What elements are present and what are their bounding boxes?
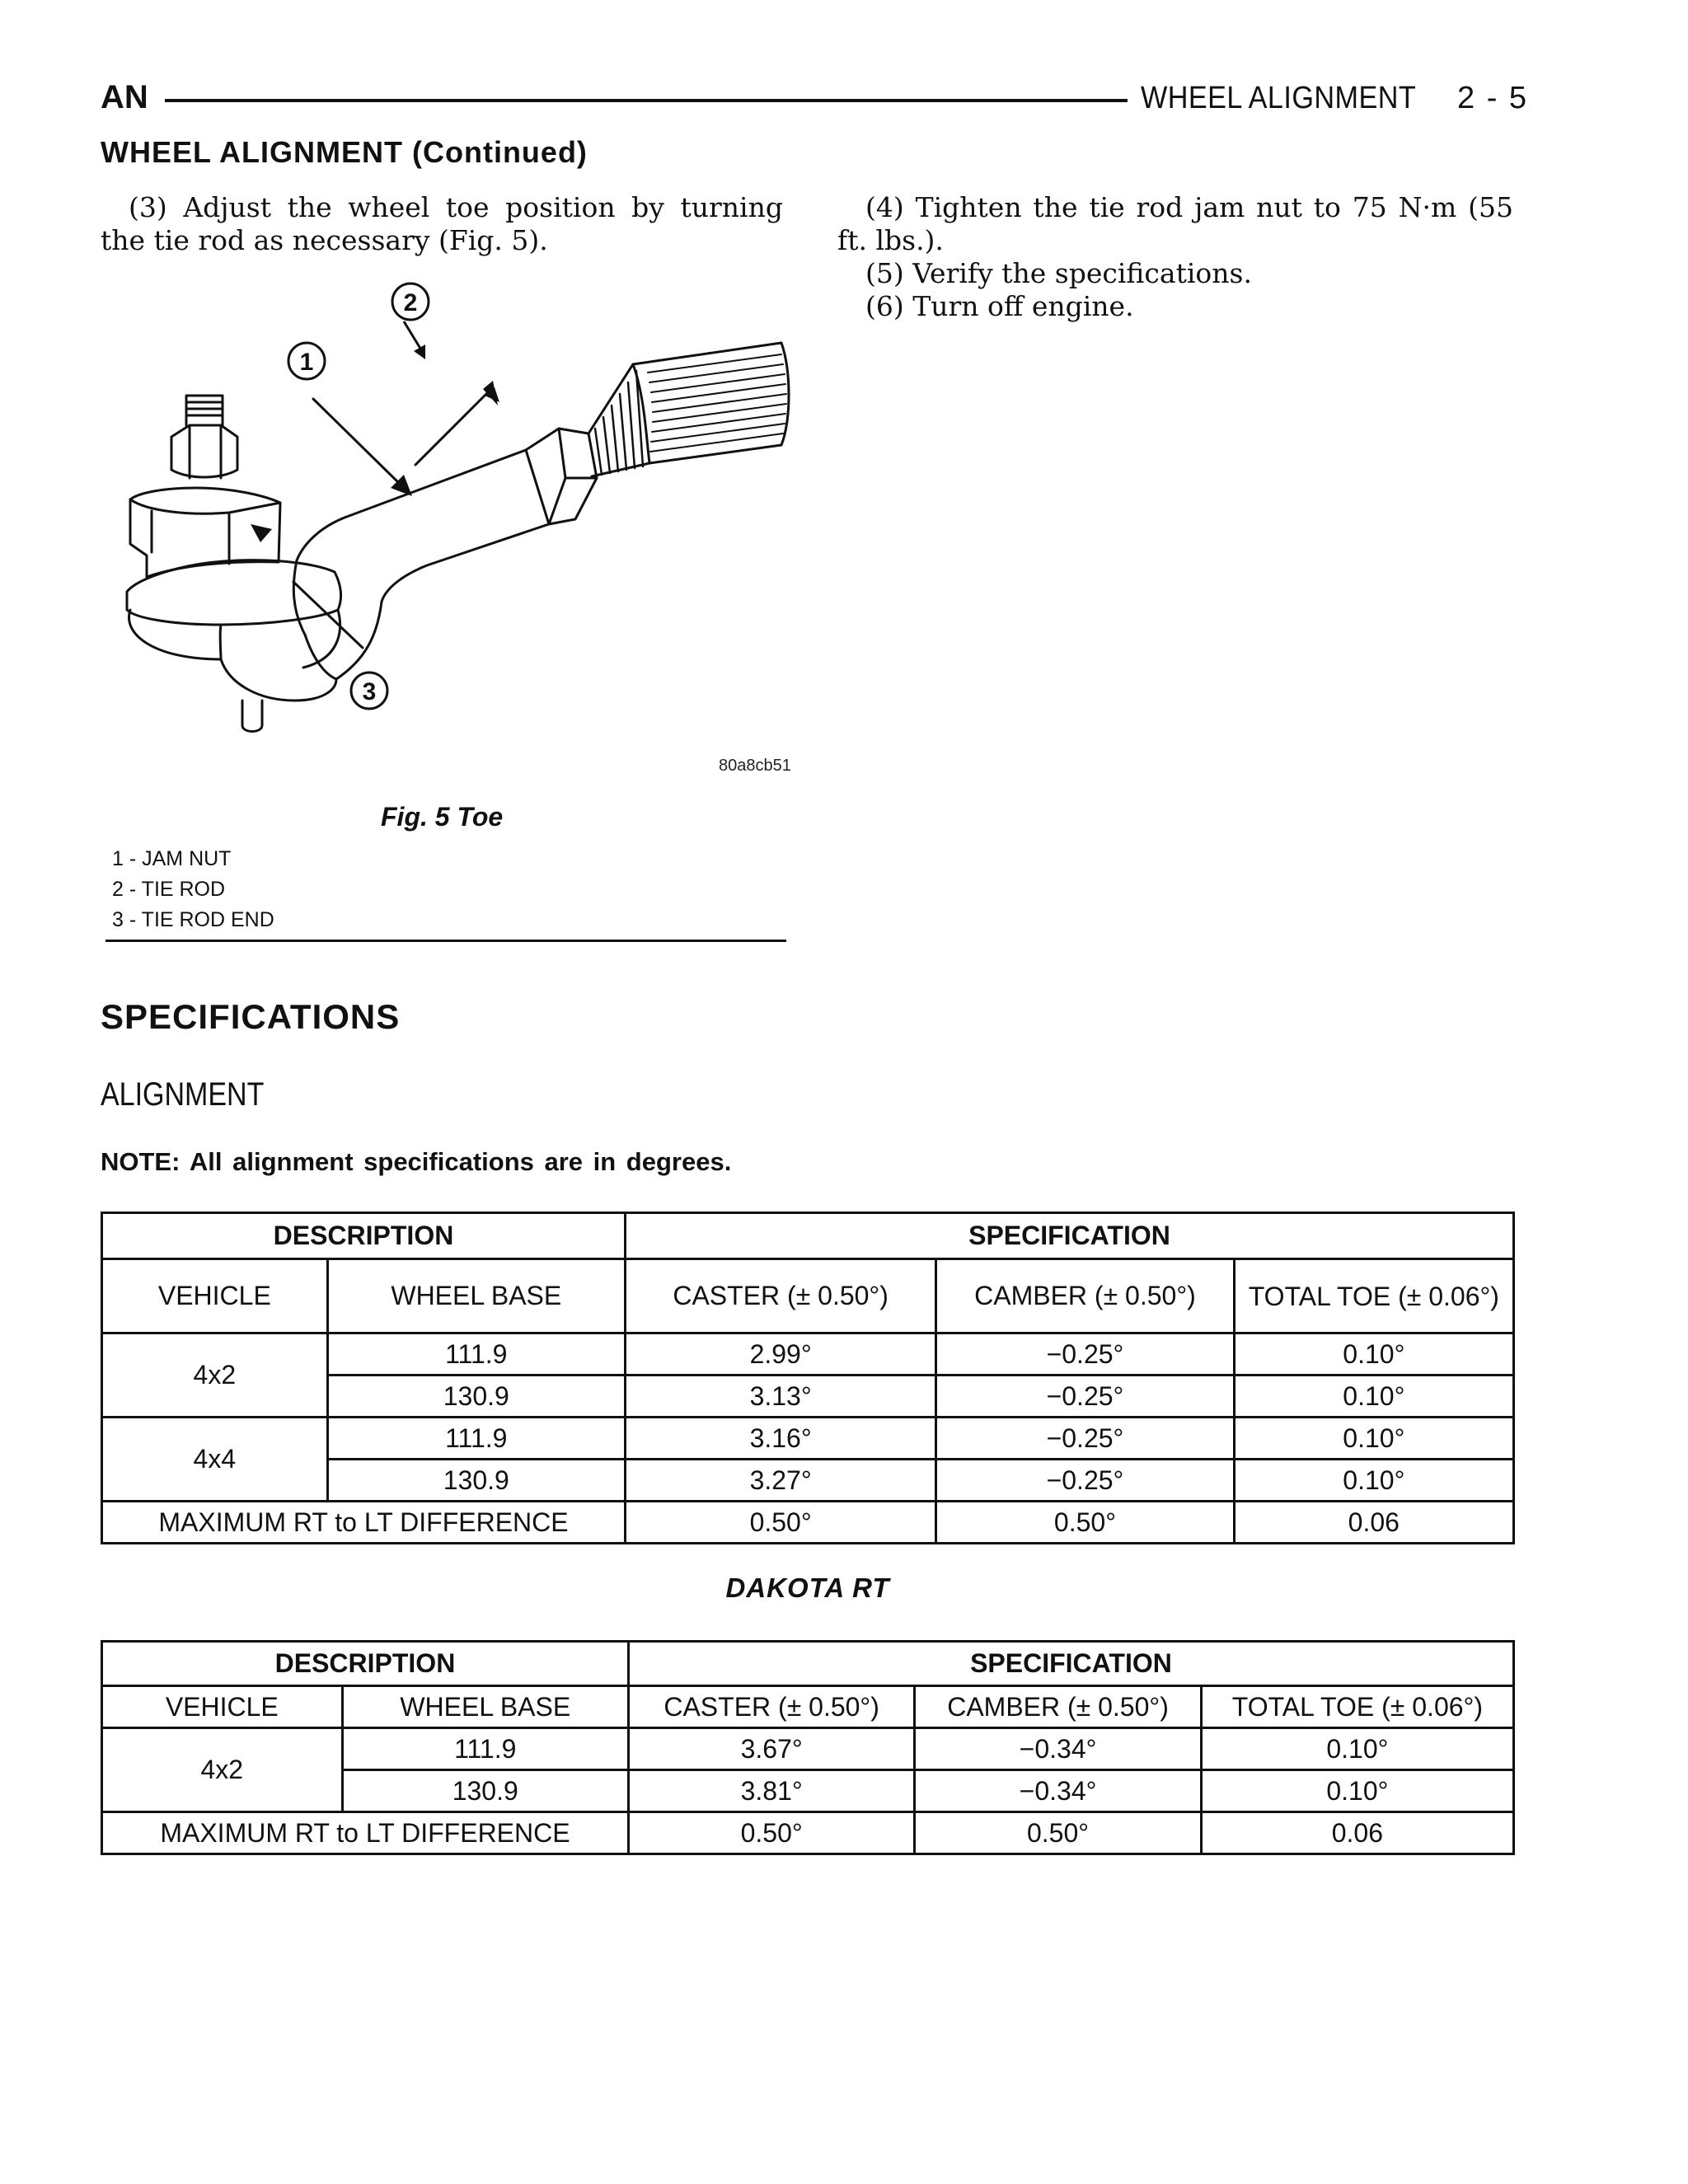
continued-heading: WHEEL ALIGNMENT (Continued) xyxy=(101,135,588,169)
left-column-text xyxy=(101,191,783,257)
dakota-rt-caption: DAKOTA RT xyxy=(725,1572,890,1603)
wheel-base-cell: 130.9 xyxy=(327,1376,625,1418)
toe-cell: 0.06 xyxy=(1234,1502,1513,1544)
vehicle-cell: 4x2 xyxy=(102,1728,343,1812)
column-header: VEHICLE xyxy=(102,1259,328,1333)
chapter-title: WHEEL ALIGNMENT xyxy=(1141,81,1417,115)
table-group-header-row xyxy=(102,1213,1514,1259)
camber-cell: −0.25° xyxy=(936,1333,1234,1376)
toe-cell: 0.10° xyxy=(1201,1728,1513,1770)
wheel-base-cell: 130.9 xyxy=(327,1460,625,1502)
caster-cell: 3.16° xyxy=(625,1418,935,1460)
step-5: (5) Verify the specifications. xyxy=(865,257,1252,289)
vehicle-cell: 4x2 xyxy=(102,1333,328,1418)
max-difference-label: MAXIMUM RT to LT DIFFERENCE xyxy=(102,1812,629,1854)
toe-cell: 0.10° xyxy=(1234,1460,1513,1502)
page-number: 2 - 5 xyxy=(1457,81,1529,115)
column-header: TOTAL TOE (± 0.06°) xyxy=(1201,1686,1513,1728)
specification-header: SPECIFICATION xyxy=(628,1642,1513,1686)
description-header: DESCRIPTION xyxy=(102,1642,629,1686)
column-header: TOTAL TOE (± 0.06°) xyxy=(1234,1259,1513,1333)
section-code: AN xyxy=(101,79,148,115)
camber-cell: −0.34° xyxy=(915,1728,1201,1770)
legend-item: 2 - TIE ROD xyxy=(112,878,226,901)
table-row xyxy=(102,1418,1514,1460)
caster-cell: 3.81° xyxy=(628,1770,914,1812)
step-6: (6) Turn off engine. xyxy=(865,290,1134,322)
caster-cell: 3.27° xyxy=(625,1460,935,1502)
toe-cell: 0.10° xyxy=(1234,1376,1513,1418)
camber-cell: −0.25° xyxy=(936,1460,1234,1502)
toe-cell: 0.10° xyxy=(1234,1333,1513,1376)
column-header: CASTER (± 0.50°) xyxy=(628,1686,914,1728)
wheel-base-cell: 130.9 xyxy=(342,1770,628,1812)
caster-cell: 0.50° xyxy=(628,1812,914,1854)
toe-cell: 0.10° xyxy=(1234,1418,1513,1460)
figure-code: 80a8cb51 xyxy=(719,757,791,775)
description-header: DESCRIPTION xyxy=(102,1213,626,1259)
vehicle-cell: 4x4 xyxy=(102,1418,328,1502)
step-3: (3) Adjust the wheel toe position by turning the tie rod as necessary (Fig. 5). xyxy=(101,191,783,256)
max-difference-row xyxy=(102,1812,1514,1854)
column-header: CAMBER (± 0.50°) xyxy=(915,1686,1201,1728)
alignment-heading: ALIGNMENT xyxy=(101,1076,265,1113)
alignment-table xyxy=(101,1212,1515,1544)
dakota-rt-table xyxy=(101,1640,1515,1855)
column-header: WHEEL BASE xyxy=(327,1259,625,1333)
wheel-base-cell: 111.9 xyxy=(327,1418,625,1460)
callout-2-label: 2 xyxy=(403,289,418,316)
caster-cell: 2.99° xyxy=(625,1333,935,1376)
toe-cell: 0.06 xyxy=(1201,1812,1513,1854)
specifications-heading: SPECIFICATIONS xyxy=(101,997,401,1036)
toe-cell: 0.10° xyxy=(1201,1770,1513,1812)
camber-cell: −0.25° xyxy=(936,1418,1234,1460)
legend-item: 1 - JAM NUT xyxy=(112,847,232,870)
column-header: CAMBER (± 0.50°) xyxy=(936,1259,1234,1333)
tie-rod-illustration xyxy=(97,272,799,783)
step-4: (4) Tighten the tie rod jam nut to 75 N·m (55 ft. lbs.). xyxy=(837,191,1513,256)
caster-cell: 3.13° xyxy=(625,1376,935,1418)
camber-cell: −0.25° xyxy=(936,1376,1234,1418)
callout-3-label: 3 xyxy=(362,678,377,705)
max-difference-row xyxy=(102,1502,1514,1544)
figure-caption: Fig. 5 Toe xyxy=(381,802,504,832)
specification-header: SPECIFICATION xyxy=(625,1213,1513,1259)
table-group-header-row xyxy=(102,1642,1514,1686)
right-column-text xyxy=(837,191,1513,323)
caster-cell: 0.50° xyxy=(625,1502,935,1544)
table-column-header-row xyxy=(102,1686,1514,1728)
column-header: WHEEL BASE xyxy=(342,1686,628,1728)
figure-legend xyxy=(112,844,274,935)
table-row xyxy=(102,1728,1514,1770)
max-difference-label: MAXIMUM RT to LT DIFFERENCE xyxy=(102,1502,626,1544)
table-row xyxy=(102,1333,1514,1376)
caster-cell: 3.67° xyxy=(628,1728,914,1770)
column-header: CASTER (± 0.50°) xyxy=(625,1259,935,1333)
camber-cell: 0.50° xyxy=(936,1502,1234,1544)
header-rule xyxy=(165,99,1128,102)
table-column-header-row xyxy=(102,1259,1514,1333)
callout-1-label: 1 xyxy=(299,349,314,376)
camber-cell: 0.50° xyxy=(915,1812,1201,1854)
camber-cell: −0.34° xyxy=(915,1770,1201,1812)
figure-rule xyxy=(106,940,786,942)
legend-item: 3 - TIE ROD END xyxy=(112,908,274,931)
column-header: VEHICLE xyxy=(102,1686,343,1728)
note: NOTE: All alignment specifications are in degrees. xyxy=(101,1147,732,1176)
wheel-base-cell: 111.9 xyxy=(327,1333,625,1376)
wheel-base-cell: 111.9 xyxy=(342,1728,628,1770)
